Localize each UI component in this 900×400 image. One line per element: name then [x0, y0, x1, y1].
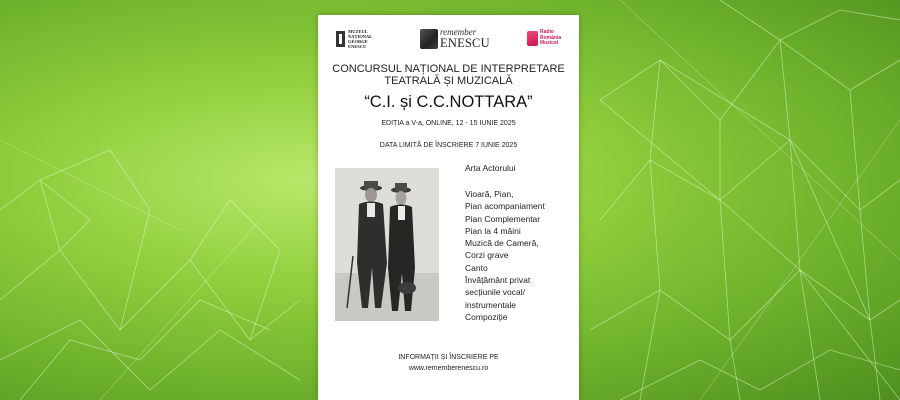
disciplines-heading: Arta Actorului	[465, 163, 516, 173]
list-item: Canto	[465, 262, 488, 273]
list-item: instrumentale	[465, 299, 517, 310]
museum-logo-text: MUZEUL NAȚIONAL GEORGE ENESCU	[348, 29, 373, 49]
title-line-2: TEATRALĂ ȘI MUZICALĂ	[384, 75, 513, 87]
contest-subtitle: “C.I. și C.C.NOTTARA”	[364, 93, 533, 111]
list-item: Învățământ privat	[465, 275, 531, 286]
list-item: Pian la 4 mâini	[465, 225, 521, 236]
list-item: Muzică de Cameră,	[465, 238, 539, 249]
list-item: Compoziție	[465, 311, 508, 322]
list-item: Vioară, Pian,	[465, 189, 514, 199]
radio-mark-icon	[527, 31, 538, 46]
list-item: Pian Complementar	[465, 213, 541, 224]
website-link[interactable]: www.rememberenescu.ro	[408, 365, 489, 372]
partner-logos	[318, 27, 579, 51]
title-line-1: CONCURSUL NAȚIONAL DE INTERPRETARE	[332, 63, 565, 75]
remember-enescu-logo-top: remember	[440, 27, 477, 37]
footer-label: INFORMAȚII ȘI ÎNSCRIERE PE	[398, 354, 499, 361]
info-footer	[318, 352, 579, 374]
edition-info: EDIȚIA a V-a, ONLINE, 12 - 15 IUNIE 2025	[381, 120, 516, 127]
museum-mark-icon	[336, 31, 345, 47]
radio-romania-muzical-logo	[527, 28, 573, 50]
radio-logo-text: Radio România Muzical	[540, 29, 562, 47]
remember-enescu-logo-bottom: ENESCU	[440, 36, 490, 50]
museum-logo	[336, 29, 372, 49]
disciplines-list	[465, 188, 577, 323]
registration-deadline: DATA LIMITĂ DE ÎNSCRIERE 7 IUNIE 2025	[379, 142, 518, 149]
enescu-portrait-icon	[420, 29, 438, 49]
nottara-brothers-photo	[335, 168, 439, 321]
contest-title	[318, 63, 579, 87]
remember-enescu-logo	[420, 27, 492, 51]
list-item: Corzi grave	[465, 250, 509, 261]
list-item: secțiunile vocal/	[465, 287, 526, 298]
contest-poster	[318, 15, 579, 400]
list-item: Pian acompaniament	[465, 201, 545, 212]
